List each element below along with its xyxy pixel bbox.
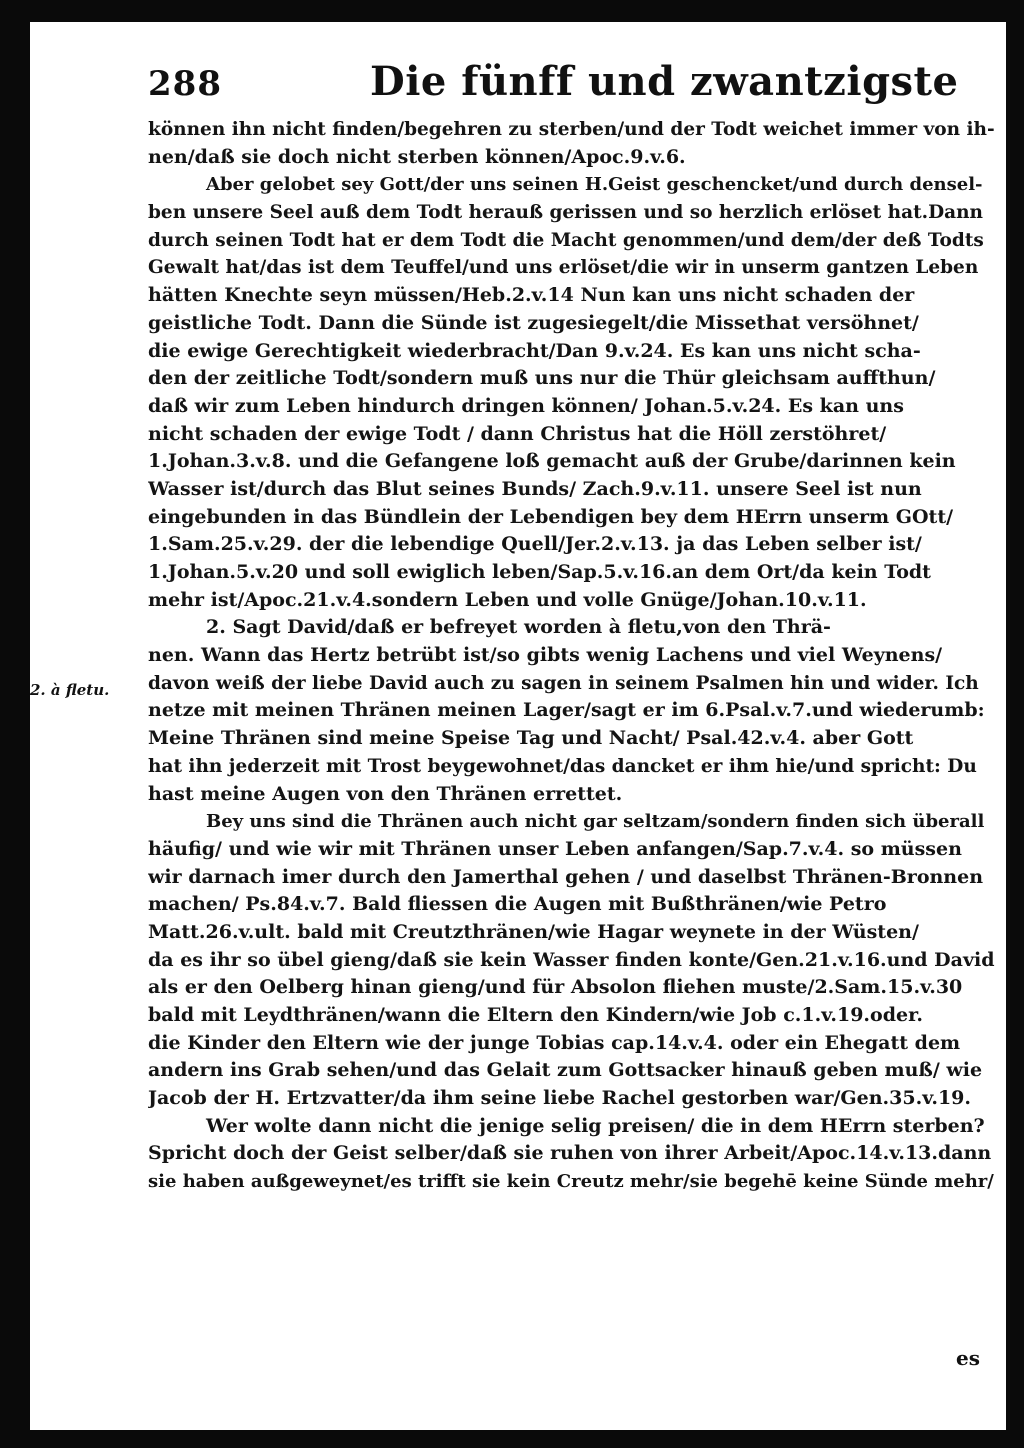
scan-border-right xyxy=(1006,0,1024,1448)
text-line: da es ihr so übel gieng/daß sie kein Wasser finden konte/Gen.21.v.16.und David xyxy=(148,948,995,971)
text-line: Matt.26.v.ult. bald mit Creutzthränen/wie Hagar weynete in der Wüsten/ xyxy=(148,920,919,943)
text-line: netze mit meinen Thränen meinen Lager/sagt er im 6.Psal.v.7.und wiederumb: xyxy=(148,699,985,722)
text-line: den der zeitliche Todt/sondern muß uns nur die Thür gleichsam auffthun/ xyxy=(148,367,936,390)
text-line: hast meine Augen von den Thränen errettet. xyxy=(148,782,623,805)
page-header xyxy=(148,58,988,114)
text-line: 1.Johan.3.v.8. und die Gefangene loß gemacht auß der Grube/darinnen kein xyxy=(148,450,956,473)
text-line: Meine Thränen sind meine Speise Tag und Nacht/ Psal.42.v.4. aber Gott xyxy=(148,727,914,750)
text-line: andern ins Grab sehen/und das Gelait zum Gottsacker hinauß geben muß/ wie xyxy=(148,1059,983,1082)
scan-border-bottom xyxy=(0,1430,1024,1448)
text-line: die ewige Gerechtigkeit wiederbracht/Dan 9.v.24. Es kan uns nicht scha- xyxy=(148,339,921,362)
catchword: es xyxy=(956,1346,980,1370)
body-text xyxy=(148,116,998,1196)
text-line: Spricht doch der Geist selber/daß sie ruhen von ihrer Arbeit/Apoc.14.v.13.dann xyxy=(148,1142,992,1165)
text-line: nicht schaden der ewige Todt / dann Christus hat die Höll zerstöhret/ xyxy=(148,422,887,445)
text-line: häufig/ und wie wir mit Thränen unser Leben anfangen/Sap.7.v.4. so müssen xyxy=(148,837,962,860)
text-line: daß wir zum Leben hindurch dringen können/ Johan.5.v.24. Es kan uns xyxy=(148,394,904,417)
text-line: hat ihn jederzeit mit Trost beygewohnet/das dancket er ihm hie/und spricht: Du xyxy=(148,755,977,777)
text-line: eingebunden in das Bündlein der Lebendigen bey dem HErrn unserm GOtt/ xyxy=(148,505,954,528)
text-line: bald mit Leydthränen/wann die Eltern den Kindern/wie Job c.1.v.19.oder. xyxy=(148,1004,923,1026)
text-line: hätten Knechte seyn müssen/Heb.2.v.14 Nun kan uns nicht schaden der xyxy=(148,284,915,307)
text-line: Wasser ist/durch das Blut seines Bunds/ Zach.9.v.11. unsere Seel ist nun xyxy=(148,477,922,500)
text-line: sie haben außgeweynet/es trifft sie kein Creutz mehr/sie begehē keine Sünde mehr/ xyxy=(148,1171,994,1193)
text-line: Wer wolte dann nicht die jenige selig preisen/ die in dem HErrn sterben? xyxy=(206,1114,985,1137)
page-number: 288 xyxy=(148,64,222,104)
text-line: 1.Sam.25.v.29. der die lebendige Quell/Jer.2.v.13. ja das Leben selber ist/ xyxy=(148,533,922,556)
text-line: nen/daß sie doch nicht sterben können/Apoc.9.v.6. xyxy=(148,145,686,168)
text-line: als er den Oelberg hinan gieng/und für Absolon fliehen muste/2.Sam.15.v.30 xyxy=(148,976,963,999)
text-line: mehr ist/Apoc.21.v.4.sondern Leben und volle Gnüge/Johan.10.v.11. xyxy=(148,588,867,611)
margin-note: 2. à fletu. xyxy=(30,681,110,699)
text-line: ben unsere Seel auß dem Todt herauß gerissen und so herzlich erlöset hat.Dann xyxy=(148,202,984,224)
text-line: wir darnach imer durch den Jamerthal gehen / und daselbst Thränen-Bronnen xyxy=(148,865,984,888)
text-line: nen. Wann das Hertz betrübt ist/so gibts wenig Lachens und viel Weynens/ xyxy=(148,644,943,667)
text-line: die Kinder den Eltern wie der junge Tobias cap.14.v.4. oder ein Ehegatt dem xyxy=(148,1031,961,1054)
text-line: machen/ Ps.84.v.7. Bald fliessen die Augen mit Bußthränen/wie Petro xyxy=(148,893,887,916)
text-line: geistliche Todt. Dann die Sünde ist zugesiegelt/die Missethat versöhnet/ xyxy=(148,311,919,334)
text-line: 1.Johan.5.v.20 und soll ewiglich leben/Sap.5.v.16.an dem Ort/da kein Todt xyxy=(148,561,931,583)
scan-border-left xyxy=(0,0,30,1448)
scan-border-top xyxy=(0,0,1024,22)
text-line: Bey uns sind die Thränen auch nicht gar seltzam/sondern finden sich überall xyxy=(206,811,985,833)
running-title: Die fünff und zwantzigste xyxy=(370,58,959,105)
text-line: können ihn nicht finden/begehren zu sterben/und der Todt weichet immer von ih- xyxy=(148,119,995,140)
text-line: Gewalt hat/das ist dem Teuffel/und uns erlöset/die wir in unserm gantzen Leben xyxy=(148,257,979,279)
text-line: Jacob der H. Ertzvatter/da ihm seine liebe Rachel gestorben war/Gen.35.v.19. xyxy=(148,1087,972,1110)
text-line: 2. Sagt David/daß er befreyet worden à fletu,von den Thrä- xyxy=(206,616,831,639)
text-line: davon weiß der liebe David auch zu sagen in seinem Psalmen hin und wider. Ich xyxy=(148,672,979,694)
text-line: durch seinen Todt hat er dem Todt die Macht genommen/und dem/der deß Todts xyxy=(148,229,984,251)
text-line: Aber gelobet sey Gott/der uns seinen H.Geist geschencket/und durch densel- xyxy=(206,174,983,196)
